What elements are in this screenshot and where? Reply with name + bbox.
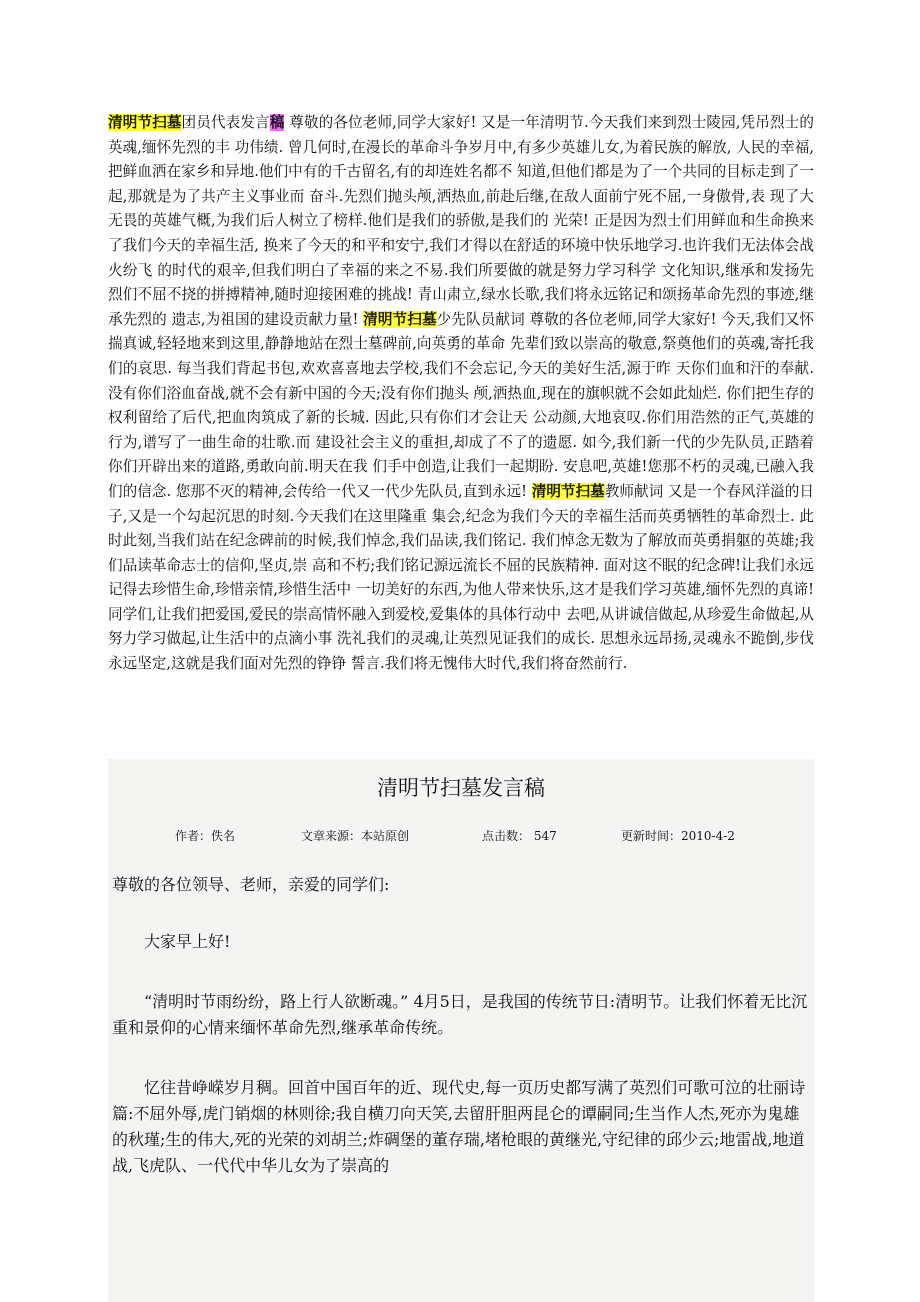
meta-source: 文章来源：本站原创	[301, 829, 410, 843]
article-panel	[108, 759, 814, 1302]
article-paragraph: 尊敬的各位领导、老师，亲爱的同学们:	[112, 875, 390, 894]
meta-updated: 更新时间：2010-4-2	[621, 829, 735, 843]
highlight-keyword: 清明节扫墓	[363, 310, 437, 328]
article-title: 清明节扫墓发言稿	[377, 776, 545, 800]
article-paragraph: 大家早上好!	[144, 932, 231, 951]
text-segment: 教师献词 又是一个春风洋溢的日子,又是一个勾起沉思的时刻.今天我们在这里隆重 集会,纪念为我们今天的幸福生活而英勇牺牲的革命烈士. 此时此刻,当我们站在纪念碑前的时候,我们悼念,我们品读,我们铭记. 我们悼念无数为了解放而英勇捐躯的英雄;我们品读革命志士的信仰,坚贞,崇 高和不朽;我们铭记源远流长不屈的民族精神. 面对这不眠的纪念碑!让我们永远记得去珍惜生命,珍惜亲情,珍惜生活中 一切美好的东西,为他人带来快乐,这才是我们学习英雄,缅怀先烈的真谛! 同学们,让我们把爱国,爱民的崇高情怀融入到爱校,爱集体的具体行动中 去吧,从讲诚信做起,从珍爱生命做起,从努力学习做起,让生活中的点滴小事 洗礼我们的灵魂,让英烈见证我们的成长. 思想永远昂扬,灵魂永不跪倒,步伐永远坚定,这就是我们面对先烈的铮铮 誓言.我们将无愧伟大时代,我们将奋然前行.	[108, 482, 815, 673]
speech-text-block	[108, 111, 814, 677]
article-paragraph: “清明时节雨纷纷，路上行人欲断魂。” 4月5日，是我国的传统节日:清明节。让我们怀着无比沉重和景仰的心情来缅怀革命先烈,继承革命传统。	[112, 992, 808, 1037]
meta-clicks: 点击数： 547	[482, 829, 557, 843]
text-segment: 团员代表发言	[181, 114, 270, 131]
article-paragraph: 忆往昔峥嵘岁月稠。回首中国百年的近、现代史,每一页历史都写满了英烈们可歌可泣的壮丽诗篇:不屈外辱,虎门销烟的林则徐;我自横刀向天笑,去留肝胆两昆仑的谭嗣同;生当作人杰,死亦为鬼雄的秋瑾;生的伟大,死的光荣的刘胡兰;炸碉堡的董存瑞,堵枪眼的黄继光,守纪律的邱少云;地雷战,地道战,飞虎队、一代代中华儿女为了崇高的	[112, 1078, 806, 1175]
highlight-keyword-magenta: 稿	[269, 114, 285, 131]
meta-author: 作者：佚名	[175, 829, 236, 843]
text-segment: 尊敬的各位老师,同学大家好! 又是一年清明节.今天我们来到烈士陵园,凭吊烈士的英魂,缅怀先烈的丰 功伟绩. 曾几何时,在漫长的革命斗争岁月中,有多少英雄儿女,为着民族的解放, 人民的幸福,把鲜血洒在家乡和异地.他们中有的千古留名,有的却连姓名都不 知道,但他们都是为了一个共同的目标走到了一起,那就是为了共产主义事业而 奋斗.先烈们抛头颅,洒热血,前赴后继,在敌人面前宁死不屈,一身傲骨,表 现了大无畏的英雄气概,为我们后人树立了榜样.他们是我们的骄傲,是我们的 光荣! 正是因为烈士们用鲜血和生命换来了我们今天的幸福生活, 换来了今天的和平和安宁,我们才得以在舒适的环境中快乐地学习.也许我们无法体会战火纷飞 的时代的艰辛,但我们明白了幸福的来之不易.我们所要做的就是努力学习科学 文化知识,继承和发扬先烈们不屈不挠的拼搏精神,随时迎接困难的挑战! 青山肃立,绿水长歌,我们将永远铭记和颂扬革命先烈的事迹,继承先烈的 遗志,为祖国的建设贡献力量!	[108, 114, 814, 328]
text-segment: 少先队员献词 尊敬的各位老师,同学大家好! 今天,我们又怀揣真诚,轻轻地来到这里,静静地站在烈士墓碑前,向英勇的革命 先辈们致以崇高的敬意,祭奠他们的英魂,寄托我们的哀思. 每当我们背起书包,欢欢喜喜地去学校,我们不会忘记,今天的美好生活,源于昨 天你们血和汗的奉献. 没有你们浴血奋战,就不会有新中国的今天;没有你们抛头 颅,洒热血,现在的旗帜就不会如此灿烂. 你们把生存的权利留给了后代,把血肉筑成了新的长城. 因此,只有你们才会让天 公动颜,大地哀叹.你们用浩然的正气,英雄的行为,谱写了一曲生命的壮歌.而 建设社会主义的重担,却成了不了的遗愿. 如今,我们新一代的少先队员,正踏着你们开辟出来的道路,勇敢向前.明天在我 们手中创造,让我们一起期盼. 安息吧,英雄!您那不朽的灵魂,已融入我们的信念. 您那不灭的精神,会传给一代又一代少先队员,直到永远!	[108, 310, 814, 500]
highlight-keyword: 清明节扫墓	[108, 114, 182, 131]
highlight-keyword: 清明节扫墓	[531, 482, 605, 500]
